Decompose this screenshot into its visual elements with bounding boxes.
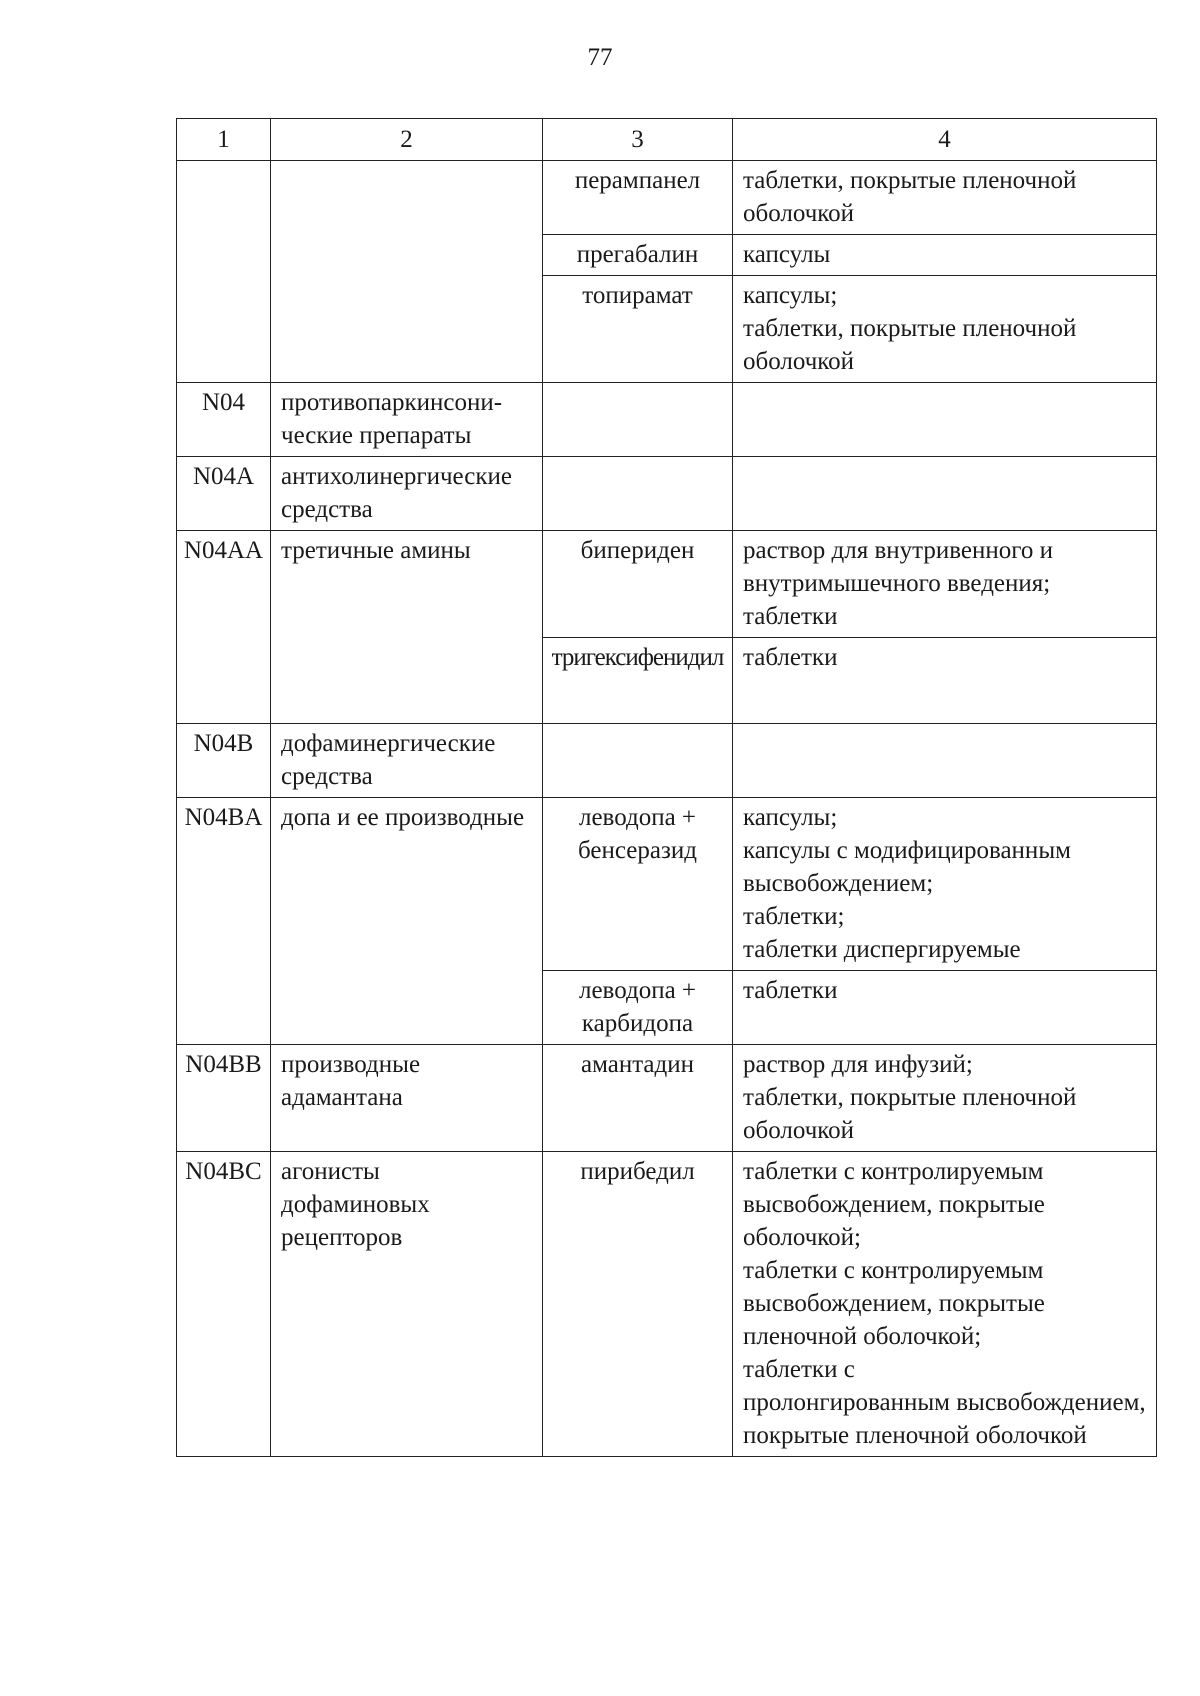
drug-cell: тригексифенидил bbox=[543, 638, 733, 724]
form-cell bbox=[733, 383, 1157, 457]
table-row bbox=[177, 724, 1157, 798]
drug-cell: топирамат bbox=[543, 276, 733, 383]
code-cell: N04B bbox=[177, 724, 271, 798]
form-cell bbox=[733, 724, 1157, 798]
group-cell: антихолинергические средства bbox=[271, 457, 543, 531]
table-row bbox=[177, 1045, 1157, 1152]
code-cell: N04A bbox=[177, 457, 271, 531]
table-row bbox=[177, 531, 1157, 638]
table-row bbox=[177, 383, 1157, 457]
form-cell: раствор для инфузий; таблетки, покрытые пленочной оболочкой bbox=[733, 1045, 1157, 1152]
column-header: 2 bbox=[271, 119, 543, 161]
drug-cell: перампанел bbox=[543, 161, 733, 235]
table-row bbox=[177, 798, 1157, 971]
code-cell: N04BA bbox=[177, 798, 271, 1045]
form-cell: капсулы bbox=[733, 235, 1157, 276]
medicines-table bbox=[176, 118, 1157, 1457]
table-row bbox=[177, 457, 1157, 531]
drug-cell bbox=[543, 457, 733, 531]
form-cell: таблетки, покрытые пленочной оболочкой bbox=[733, 161, 1157, 235]
table-row bbox=[177, 161, 1157, 235]
drug-cell bbox=[543, 724, 733, 798]
code-cell: N04BC bbox=[177, 1152, 271, 1457]
form-cell: капсулы; таблетки, покрытые пленочной оболочкой bbox=[733, 276, 1157, 383]
page-number: 77 bbox=[587, 44, 613, 71]
drug-cell bbox=[543, 383, 733, 457]
drug-cell: бипериден bbox=[543, 531, 733, 638]
group-cell: третичные амины bbox=[271, 531, 543, 724]
form-cell: таблетки bbox=[733, 638, 1157, 724]
form-cell: капсулы; капсулы с модифицированным высвобождением; таблетки; таблетки диспергируемые bbox=[733, 798, 1157, 971]
column-header: 4 bbox=[733, 119, 1157, 161]
form-cell: таблетки с контролируемым высвобождением, покрытые оболочкой; таблетки с контролируемым высвобождением, покрытые пленочной оболочкой; таблетки с пролонгированным высвобождением, покрытые пленочной оболочкой bbox=[733, 1152, 1157, 1457]
code-cell bbox=[177, 161, 271, 383]
group-cell bbox=[271, 161, 543, 383]
drug-cell: леводопа + бенсеразид bbox=[543, 798, 733, 971]
code-cell: N04 bbox=[177, 383, 271, 457]
form-cell: раствор для внутривенного и внутримышечного введения; таблетки bbox=[733, 531, 1157, 638]
code-cell: N04AA bbox=[177, 531, 271, 724]
group-cell: допа и ее производные bbox=[271, 798, 543, 1045]
drug-cell: леводопа + карбидопа bbox=[543, 971, 733, 1045]
table-row bbox=[177, 1152, 1157, 1457]
drug-cell: прегабалин bbox=[543, 235, 733, 276]
form-cell bbox=[733, 457, 1157, 531]
group-cell: дофаминергические средства bbox=[271, 724, 543, 798]
table-header-row bbox=[177, 119, 1157, 161]
column-header: 1 bbox=[177, 119, 271, 161]
drug-cell: амантадин bbox=[543, 1045, 733, 1152]
form-cell: таблетки bbox=[733, 971, 1157, 1045]
drug-cell: пирибедил bbox=[543, 1152, 733, 1457]
group-cell: противопаркинсони- ческие препараты bbox=[271, 383, 543, 457]
code-cell: N04BB bbox=[177, 1045, 271, 1152]
column-header: 3 bbox=[543, 119, 733, 161]
group-cell: агонисты дофаминовых рецепторов bbox=[271, 1152, 543, 1457]
group-cell: производные адамантана bbox=[271, 1045, 543, 1152]
